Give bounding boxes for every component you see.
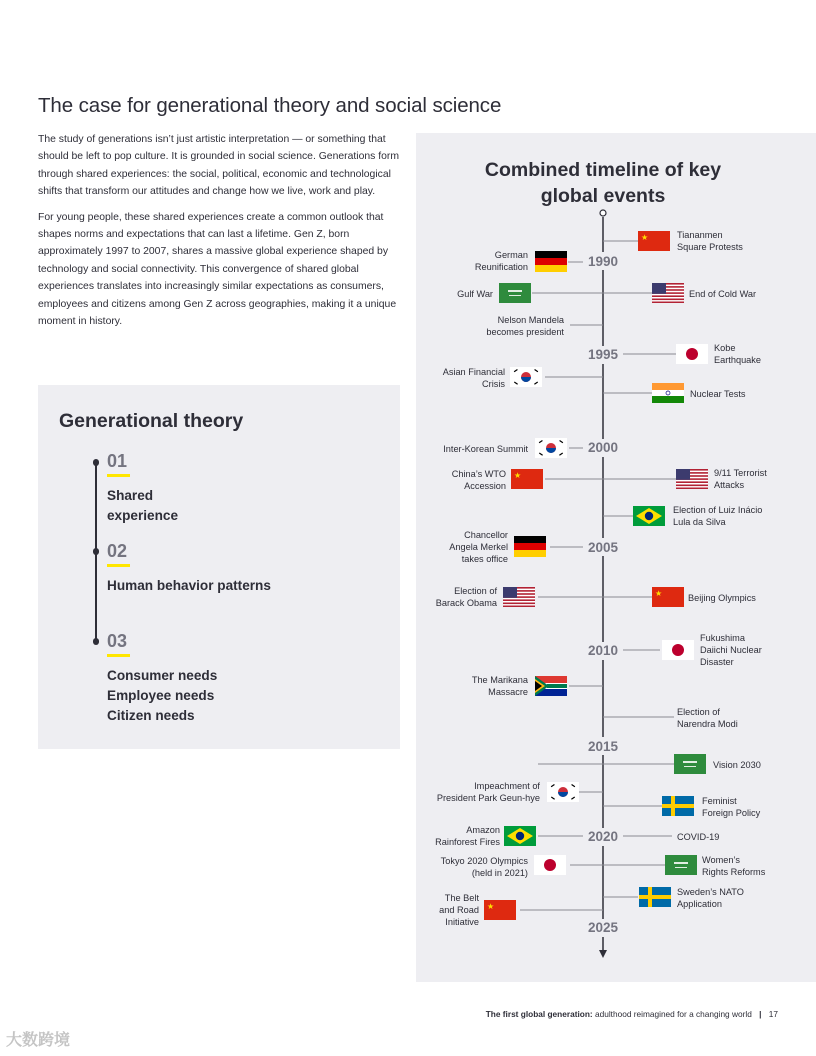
event-label: Square Protests: [677, 242, 743, 252]
germany-flag-icon: [535, 251, 567, 272]
timeline-events-left: [435, 250, 565, 927]
timeline-title-line-1: Combined timeline of key: [484, 159, 722, 181]
event-label: Election of: [677, 707, 720, 717]
event-label: Narendra Modi: [677, 719, 738, 729]
event-label: COVID-19: [677, 832, 720, 842]
event-label: Angela Merkel: [449, 542, 508, 552]
brazil-flag-icon: [633, 506, 665, 526]
event-label: Rainforest Fires: [435, 837, 500, 847]
generational-text-line: Human behavior patterns: [107, 578, 271, 593]
saudi-flag-icon: [665, 855, 697, 875]
event-label: Inter-Korean Summit: [443, 444, 528, 454]
india-flag-icon: [652, 383, 684, 403]
event-label: becomes president: [486, 327, 564, 337]
event-label: Fukushima: [700, 633, 745, 643]
saudi-flag-icon: [499, 283, 531, 303]
china-flag-icon: [638, 231, 670, 251]
timeline-start-dot: [600, 210, 606, 216]
watermark-logo: 大数跨境: [6, 1032, 71, 1049]
event-label: Chancellor: [464, 530, 508, 540]
year-label: 1995: [587, 347, 619, 362]
event-label: Rights Reforms: [702, 867, 766, 877]
saudi-flag-icon: [674, 754, 706, 774]
year-label: 2020: [587, 829, 619, 844]
korea-flag-icon: [547, 782, 579, 802]
china-flag-icon: [484, 900, 516, 920]
generational-text-line: Citizen needs: [107, 708, 195, 723]
event-label: Gulf War: [457, 289, 493, 299]
event-label: China’s WTO: [451, 469, 506, 479]
event-label: German: [494, 250, 528, 260]
event-label: President Park Geun-hye: [436, 793, 540, 803]
event-label: Sweden’s NATO: [677, 887, 744, 897]
event-label: The Belt: [444, 893, 479, 903]
south-africa-flag-icon: [535, 676, 567, 696]
china-flag-icon: [652, 587, 684, 607]
event-label: Tiananmen: [677, 230, 723, 240]
event-label: Nelson Mandela: [497, 315, 564, 325]
page-number: 17: [768, 1009, 778, 1019]
footer-bold-title: The first global generation:: [485, 1009, 593, 1019]
event-label: Attacks: [714, 480, 745, 490]
event-label: Application: [677, 899, 722, 909]
event-label: Massacre: [488, 687, 528, 697]
generational-number: 01: [107, 451, 128, 471]
footer-subtitle: adulthood reimagined for a changing world: [594, 1009, 752, 1019]
usa-flag-icon: [503, 587, 535, 607]
intro-paragraph-2: For young people, these shared experiences create a common outlook that shapes norms and expectations that can last a lifetime. Gen Z, born approximately 1997 to 2007, shares a massive global experience shaped by technology and social connectivity. This convergence of shared global experiences translates into increasingly similar expectations as consumers, employees and citizens among Gen Z across geographies, making it a unique moment in history.: [38, 211, 397, 328]
year-label: 2005: [587, 540, 619, 555]
korea-flag-icon: [510, 367, 542, 387]
timeline-arrow-icon: [599, 950, 607, 958]
event-label: Crisis: [482, 379, 505, 389]
sweden-flag-icon: [639, 887, 671, 907]
event-label: Lula da Silva: [673, 517, 726, 527]
generational-theory-title: Generational theory: [59, 410, 244, 432]
footer-separator: |: [759, 1009, 762, 1019]
timeline-connectors: [520, 241, 676, 910]
generational-text-line: Employee needs: [107, 688, 215, 703]
event-label: Impeachment of: [474, 781, 540, 791]
event-label: Election of Luiz Inácio: [673, 505, 763, 515]
brazil-flag-icon: [504, 826, 536, 846]
event-label: and Road: [439, 905, 479, 915]
japan-flag-icon: [662, 640, 694, 660]
generational-number: 03: [107, 631, 128, 651]
event-label: Asian Financial: [442, 367, 505, 377]
event-label: Beijing Olympics: [688, 593, 756, 603]
event-label: Disaster: [700, 657, 734, 667]
korea-flag-icon: [535, 438, 567, 458]
japan-flag-icon: [534, 855, 566, 875]
china-flag-icon: [511, 469, 543, 489]
event-label: Accession: [464, 481, 506, 491]
page-footer: [486, 1009, 778, 1019]
usa-flag-icon: [652, 283, 684, 303]
event-label: Kobe: [714, 343, 736, 353]
japan-flag-icon: [676, 344, 708, 364]
event-label: Barack Obama: [435, 598, 497, 608]
event-label: End of Cold War: [689, 289, 757, 299]
event-label: Feminist: [702, 796, 737, 806]
event-label: Vision 2030: [713, 760, 761, 770]
intro-paragraph-1: The study of generations isn’t just artistic interpretation — or something that should be left to pop culture. It is grounded in social science. Generations form through shared experiences: the social, political, economic and technological shifts that transform our attitudes and change how we live, work and play.: [38, 134, 399, 198]
generational-text-line: experience: [107, 508, 179, 523]
event-label: Initiative: [445, 917, 479, 927]
usa-flag-icon: [676, 469, 708, 489]
event-label: Women’s: [702, 855, 740, 865]
generational-text-line: Shared: [107, 488, 154, 503]
page-title: The case for generational theory and social science: [38, 94, 502, 117]
year-label: 1990: [587, 254, 619, 269]
event-label: Tokyo 2020 Olympics: [440, 856, 528, 866]
generational-text-line: Consumer needs: [107, 668, 218, 683]
year-label: 2000: [587, 440, 619, 455]
sweden-flag-icon: [662, 796, 694, 816]
year-label: 2010: [587, 643, 619, 658]
event-label: Daiichi Nuclear: [700, 645, 762, 655]
event-label: The Marikana: [471, 675, 528, 685]
timeline-graphic: ★ 1990 1995 2000 2005 2010 2015 2020 2025 Tiananmen Square Protests End of Cold War Kobe Earthquake Nuclear Tests 9/11 Terrorist Attacks Election of Luiz Inácio Lula da Silva Beijing Olympics Fukushima Daiichi Nuclear Disaster Election of Narendra Modi Vision 2030 Feminist Foreign Policy COVID-19 Women’s Rights Reforms Sweden’s NATO Application German Reunification Gulf War Nelson Mandela becomes president Asian Financial Crisis Inter-Korean Summit China’s WTO Accession Chancellor Angela Merkel takes office Election of Barack Obama The Marikana Massacre Impeachment of President Park Geun-hye Amazon Rainforest Fires Tokyo 2020 Olympics (held in 2021) The Belt and Road Initiative: [0, 0, 816, 1056]
event-label: Amazon: [466, 825, 500, 835]
event-label: Nuclear Tests: [690, 389, 746, 399]
year-label: 2015: [587, 739, 619, 754]
timeline-title-line-2: global events: [540, 185, 666, 207]
event-label: Foreign Policy: [702, 808, 761, 818]
year-label: 2025: [587, 920, 619, 935]
event-label: (held in 2021): [471, 868, 528, 878]
germany-flag-icon: [514, 536, 546, 557]
generational-number: 02: [107, 541, 128, 561]
event-label: Reunification: [474, 262, 528, 272]
event-label: takes office: [461, 554, 508, 564]
event-label: Election of: [454, 586, 497, 596]
event-label: Earthquake: [714, 355, 761, 365]
event-label: 9/11 Terrorist: [714, 468, 767, 478]
